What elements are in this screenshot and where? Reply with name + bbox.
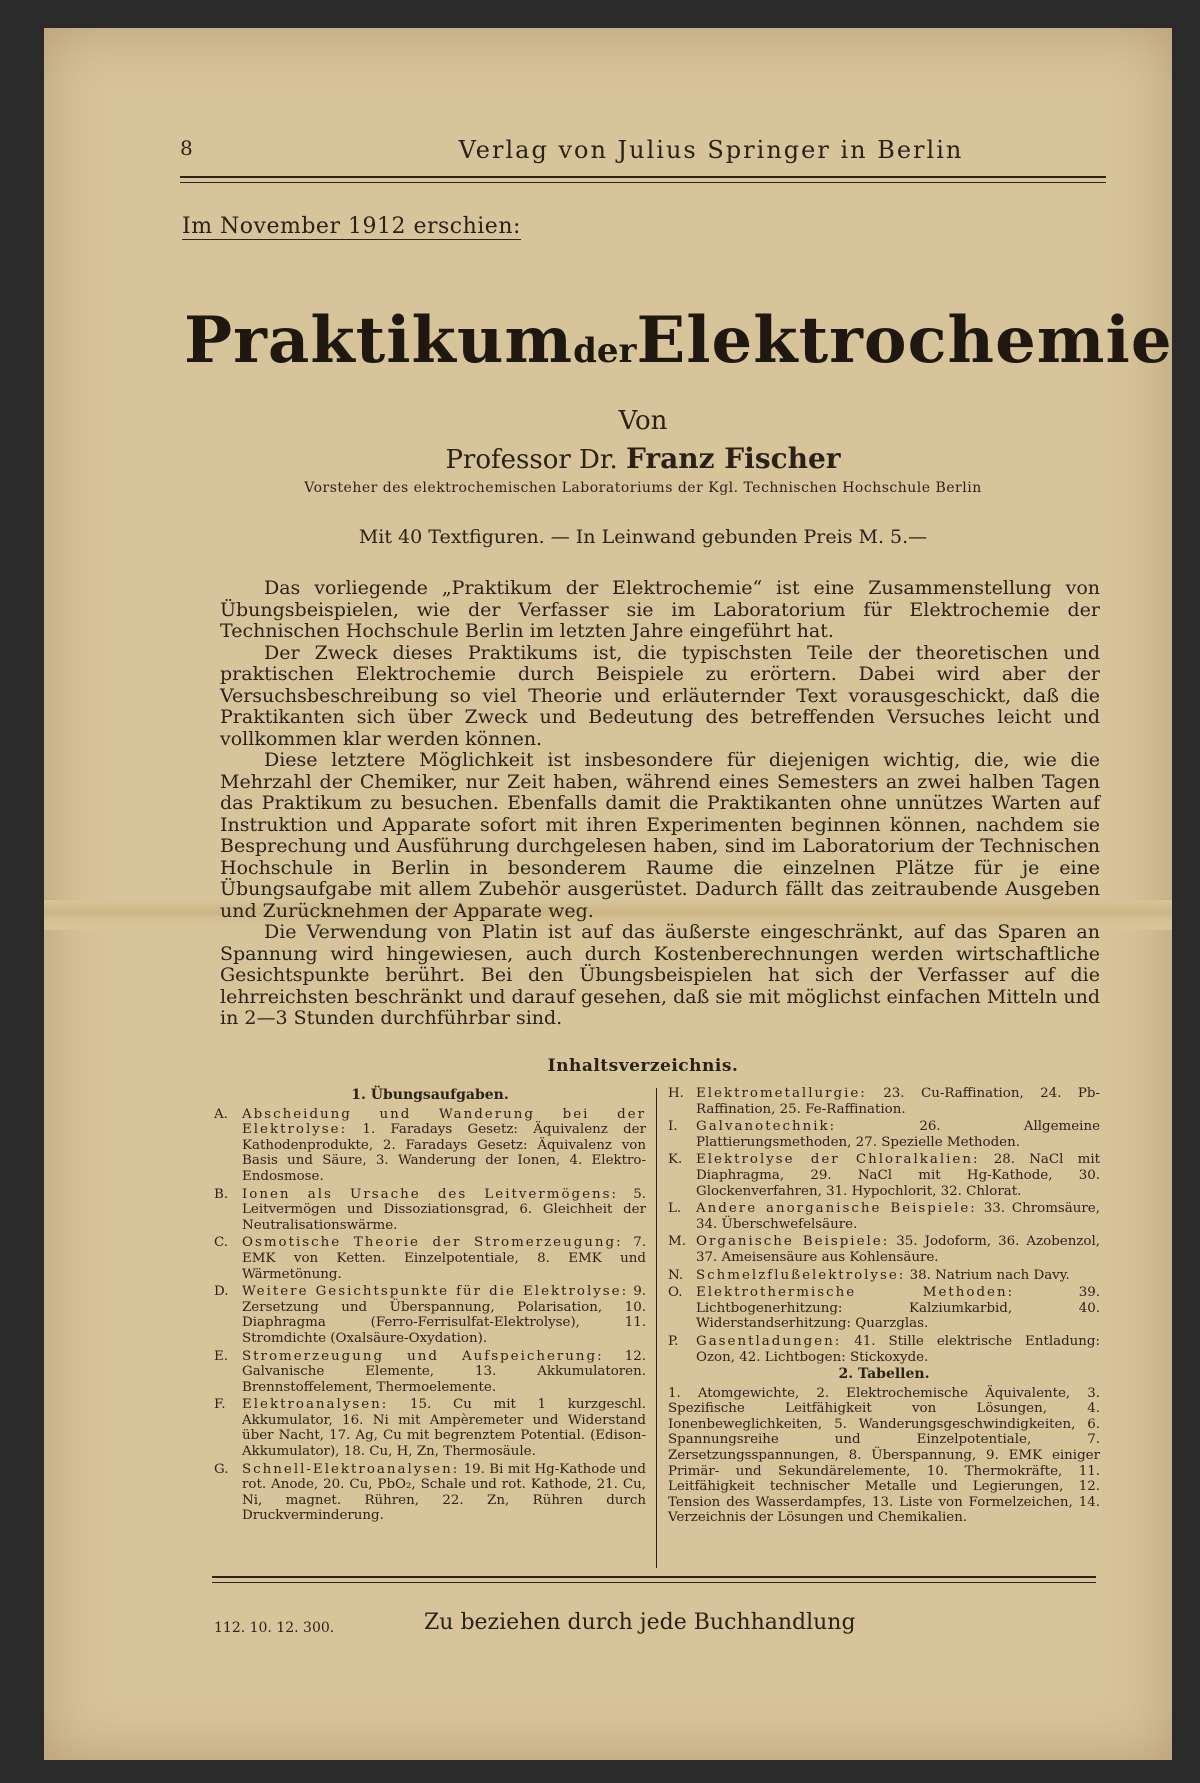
entry-letter: C. (214, 1235, 229, 1251)
entry-text: 12. Galvanische Elemente, 13. Akkumulatoren. Brennstoffelement, Thermoelemente. (242, 1348, 646, 1395)
toc-entry (668, 1119, 1100, 1150)
entry-text: 33. Chromsäure, 34. Überschwefelsäure. (696, 1201, 1100, 1232)
entry-text: 39. Lichtbogenerhitzung: Kalziumkarbid, 40. Widerstandserhitzung: Quarzglas. (696, 1285, 1100, 1332)
toc-section-tabellen: 2. Tabellen. (838, 1366, 930, 1383)
entry-title: Andere anorganische Beispiele: (696, 1201, 977, 1217)
entry-letter: M. (668, 1234, 686, 1250)
toc-entry (668, 1268, 1100, 1284)
entry-letter: G. (214, 1461, 229, 1477)
column-divider (656, 1088, 657, 1568)
entry-letter: K. (668, 1152, 683, 1168)
entry-title: Schmelzflußelektrolyse: (696, 1267, 906, 1283)
author-prefix: Professor Dr. (445, 445, 618, 475)
entry-text: 9. Zersetzung und Überspannung, Polarisation, 10. Diaphragma (Ferro-Ferrisulfat-Elektrolyse), 11. Stromdichte (Oxalsäure-Oxydation). (242, 1284, 646, 1346)
footer-text: Zu beziehen durch jede Buchhandlung (424, 1610, 856, 1635)
body-paragraph: Das vorliegende „Praktikum der Elektrochemie“ ist eine Zusammenstellung von Übungsbeispielen, wie der Verfasser sie im Laboratorium für Elektrochemie der Technischen Hochschule Berlin im letzten Jahre eingeführt hat. (220, 577, 1100, 642)
toc-entry (214, 1107, 646, 1185)
entry-title: Gasentladungen: (696, 1333, 842, 1349)
toc-entry (214, 1187, 646, 1234)
entry-title: Schnell-Elektroanalysen: (242, 1461, 460, 1477)
entry-text: 23. Cu-Raffination, 24. Pb-Raffination, 25. Fe-Raffination. (696, 1086, 1100, 1117)
entry-title: Elektroanalysen: (242, 1397, 389, 1413)
header-rule (180, 176, 1106, 183)
entry-letter: E. (214, 1348, 229, 1364)
entry-text: 1. Faradays Gesetz: Äquivalenz der Kathodenprodukte, 2. Faradays Gesetz: Äquivalenz von Basis und Säure, 3. Wanderung der Ionen, 4. Elektro-Endosmose. (242, 1122, 646, 1184)
entry-letter: I. (668, 1119, 678, 1135)
footer-rule (212, 1576, 1096, 1583)
page-content (44, 28, 1172, 1760)
von-label: Von (618, 406, 668, 436)
entry-text: 15. Cu mit 1 kurzgeschl. Akkumulator, 16. Ni mit Ampèremeter und Widerstand über Nacht, 17. Ag, Cu mit begrenztem Potential. (Edison-Akkumulator), 18. Cu, H, Zn, Thermosäule. (242, 1397, 646, 1460)
toc-right-column (668, 1086, 1100, 1526)
toc-entry (668, 1201, 1100, 1232)
entry-title: Elektrothermische Methoden: (696, 1285, 1015, 1301)
paper-sheet (44, 28, 1172, 1760)
entry-letter: H. (668, 1086, 684, 1101)
entry-text: 28. NaCl mit Diaphragma, 29. NaCl mit Hg-Kathode, 30. Glockenverfahren, 31. Hypochlorit, 32. Chlorat. (696, 1152, 1100, 1199)
entry-title: Organische Beispiele: (696, 1234, 890, 1250)
toc-entry (214, 1349, 646, 1396)
entry-title: Ionen als Ursache des Leitvermögens: (242, 1186, 619, 1202)
toc-entry (214, 1235, 646, 1282)
entry-letter: B. (214, 1186, 229, 1202)
body-paragraph: Die Verwendung von Platin ist auf das äußerste eingeschränkt, auf das Sparen an Spannung wird hingewiesen, auch durch Kostenberechnungen werden wirtschaftliche Gesichtspunkte berührt. Bei den Übungsbeispielen hat sich der Verfasser auf die lehrreichsten beschränkt und darauf gesehen, daß sie mit möglichst einfachen Mitteln und in 2—3 Stunden durchführbar sind. (220, 921, 1100, 1029)
toc-entry (668, 1152, 1100, 1199)
entry-text: 38. Natrium nach Davy. (909, 1267, 1070, 1283)
toc-entry (668, 1086, 1100, 1117)
entry-title: Stromerzeugung und Aufspeicherung: (242, 1348, 604, 1364)
toc-left-column (214, 1086, 646, 1526)
entry-title: Elektrolyse der Chloralkalien: (696, 1152, 980, 1168)
entry-text: 5. Leitvermögen und Dissoziationsgrad, 6. Gleichheit der Neutralisationswärme. (242, 1186, 647, 1233)
entry-letter: F. (214, 1397, 226, 1413)
author-line (180, 442, 1106, 475)
entry-text: 7. EMK von Ketten. Einzelpotentiale, 8. EMK und Wärmetönung. (242, 1235, 646, 1282)
entry-letter: O. (668, 1285, 683, 1301)
print-code: 112. 10. 12. 300. (214, 1620, 335, 1636)
toc-entry (214, 1462, 646, 1524)
price-line: Mit 40 Textfiguren. — In Leinwand gebunden Preis M. 5.— (358, 526, 928, 548)
tabellen-list: 1. Atomgewichte, 2. Elektrochemische Äquivalente, 3. Spezifische Leitfähigkeit von Lösungen, 4. Ionenbeweglichkeiten, 5. Wanderungsgeschwindigkeiten, 6. Spannungsreihe und Einzelpotentiale, 7. Zersetzungsspannungen, 8. Überspannung, 9. EMK einiger Primär- und Sekundärelemente, 10. Thermokräfte, 11. Leitfähigkeit technischer Metalle und Legierungen, 12. Tension des Wasserdampfes, 13. Liste von Formelzeichen, 14. Verzeichnis der Lösungen und Chemikalien. (668, 1385, 1100, 1526)
title-part-elektrochemie: Elektrochemie (636, 303, 1173, 378)
entry-letter: P. (668, 1333, 679, 1349)
toc-entry (214, 1284, 646, 1346)
author-affiliation: Vorsteher des elektrochemischen Laboratoriums der Kgl. Technischen Hochschule Berlin (304, 480, 982, 496)
entry-letter: D. (214, 1284, 229, 1300)
toc-entry (668, 1334, 1100, 1365)
entry-title: Weitere Gesichtspunkte für die Elektrolyse: (242, 1284, 629, 1300)
entry-text: 35. Jodoform, 36. Azobenzol, 37. Ameisensäure aus Kohlensäure. (696, 1234, 1100, 1265)
description-body (220, 578, 1100, 1030)
announcement: Im November 1912 erschien: (182, 214, 521, 239)
entry-text: 19. Bi mit Hg-Kathode und rot. Anode, 20. Cu, PbO₂, Schale und rot. Kathode, 21. Cu, Ni, magnet. Rühren, 22. Zn, Rühren durch Druckverminderung. (242, 1461, 647, 1524)
entry-title: Elektrometallurgie: (696, 1086, 867, 1101)
title-part-der: der (573, 331, 637, 371)
toc-entry (668, 1234, 1100, 1265)
page-number: 8 (180, 136, 193, 160)
publisher-line: Verlag von Julius Springer in Berlin (458, 136, 964, 164)
entry-letter: L. (668, 1201, 682, 1217)
toc-entry (668, 1285, 1100, 1332)
entry-letter: N. (668, 1267, 684, 1283)
body-paragraph: Der Zweck dieses Praktikums ist, die typischsten Teile der theoretischen und praktischen Elektrochemie durch Beispiele zu erörtern. Dabei wird aber der Versuchsbeschreibung so viel Theorie und erläuternder Text vorausgeschickt, daß die Praktikanten sich über Zweck und Bedeutung des betreffenden Versuches leicht und vollkommen klar werden können. (220, 641, 1100, 750)
toc-title: Inhaltsverzeichnis. (547, 1056, 739, 1076)
entry-text: 41. Stille elektrische Entladung: Ozon, 42. Lichtbogen: Stickoxyde. (696, 1333, 1100, 1365)
book-title (184, 303, 1173, 378)
body-paragraph: Diese letztere Möglichkeit ist insbesondere für diejenigen wichtig, die, wie die Mehrzahl der Chemiker, nur Zeit haben, während eines Semesters an zwei halben Tagen das Praktikum zu besuchen. Ebenfalls damit die Praktikanten ohne unnützes Warten auf Instruktion und Apparate sofort mit ihren Experimenten beginnen können, nachdem sie Besprechung und Ausführung durchgelesen haben, sind im Laboratorium der Technischen Hochschule in Berlin in besonderem Raume die einzelnen Plätze für je eine Übungsaufgabe mit allem Zubehör ausgerüstet. Dadurch fällt das zeitraubende Ausgeben und Zurücknehmen der Apparate weg. (220, 749, 1100, 922)
entry-title: Galvanotechnik: (696, 1119, 837, 1135)
entry-text: 26. Allgemeine Plattierungsmethoden, 27. Spezielle Methoden. (696, 1119, 1100, 1150)
title-part-praktikum: Praktikum (184, 303, 574, 378)
author-name: Franz Fischer (626, 442, 841, 475)
toc-entry (214, 1397, 646, 1459)
entry-letter: A. (214, 1106, 228, 1122)
toc-section-uebungsaufgaben: 1. Übungsaufgaben. (351, 1087, 509, 1103)
entry-title: Abscheidung und Wanderung bei der Elektrolyse: (242, 1106, 646, 1138)
entry-title: Osmotische Theorie der Stromerzeugung: (242, 1235, 623, 1251)
